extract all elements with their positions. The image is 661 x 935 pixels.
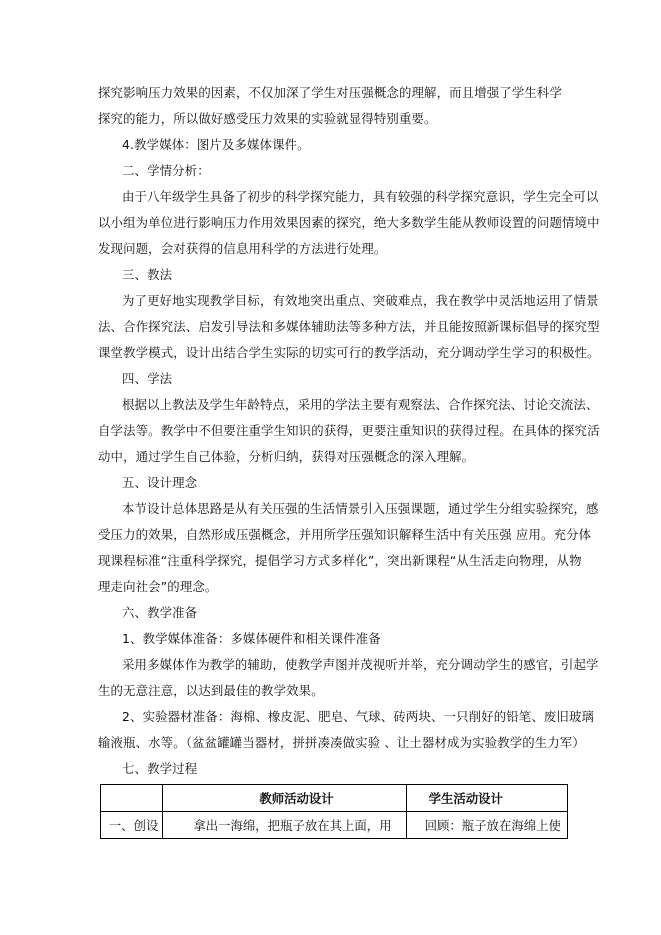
section-heading: 七、教学过程: [122, 761, 198, 776]
paragraph-line: 2、实验器材准备：海棉、橡皮泥、肥皂、气球、砖两块、一只削好的铅笔、废旧玻璃: [122, 709, 595, 724]
section-heading: 四、学法: [122, 371, 173, 386]
paragraph-line: 以小组为单位进行影响压力作用效果因素的探究，绝大多数学生能从教师设置的问题情境中: [98, 215, 600, 230]
paragraph-line: 自学法等。教学中不但要注重学生知识的获得，更要注重知识的获得过程。在具体的探究活: [98, 423, 600, 438]
paragraph-line: 根据以上教法及学生年龄特点，采用的学法主要有观察法、合作探究法、讨论交流法、: [122, 397, 599, 412]
table-cell: 回顾：瓶子放在海绵上使: [406, 812, 567, 839]
paragraph-line: 探究影响压力效果的因素，不仅加深了学生对压强概念的理解，而且增强了学生科学: [98, 85, 563, 100]
table-header-cell: [101, 785, 163, 812]
paragraph-line: 受压力的效果，自然形成压强概念，并用所学压强知识解释生活中有关压强 应用。充分体: [98, 527, 592, 542]
paragraph-line: 动中，通过学生自己体验，分析归纳，获得对压强概念的深入理解。: [98, 449, 475, 464]
paragraph-line: 法、合作探究法、启发引导法和多媒体辅助法等多种方法，并且能按照新课标倡导的探究型: [98, 319, 600, 334]
section-heading: 六、教学准备: [122, 605, 198, 620]
section-heading: 五、设计理念: [122, 475, 198, 490]
paragraph-line: 1、教学媒体准备：多媒体硬件和相关课件准备: [122, 631, 381, 646]
paragraph-line: 理走向社会”的理念。: [98, 579, 218, 594]
paragraph-line: 现课程标准“注重科学探究，提倡学习方式多样化”，突出新课程“从生活走向物理，从物: [98, 553, 582, 568]
paragraph-line: 由于八年级学生具备了初步的科学探究能力，具有较强的科学探究意识，学生完全可以: [122, 189, 599, 204]
table-cell: 一、创设: [101, 812, 163, 839]
paragraph-line: 课堂教学模式，设计出结合学生实际的切实可行的教学活动，充分调动学生学习的积极性。: [98, 345, 600, 360]
paragraph-line: 发现问题，会对获得的信息用科学的方法进行处理。: [98, 241, 387, 256]
section-heading: 三、教法: [122, 267, 173, 282]
paragraph-line: 探究的能力，所以做好感受压力效果的实验就显得特别重要。: [98, 111, 437, 126]
paragraph-line: 采用多媒体作为教学的辅助，使教学声图并茂视听并举，充分调动学生的感官，引起学: [122, 657, 599, 672]
table-header-cell: 学生活动设计: [406, 785, 567, 812]
table-row: [101, 812, 568, 839]
paragraph-line: 为了更好地实现教学目标，有效地突出重点、突破难点，我在教学中灵活地运用了情景: [122, 293, 599, 308]
table-header-cell: 教师活动设计: [163, 785, 406, 812]
teaching-process-table: [100, 784, 568, 839]
table-cell: 拿出一海绵，把瓶子放在其上面，用: [163, 812, 406, 839]
paragraph-line: 4.教学媒体：图片及多媒体课件。: [122, 137, 310, 152]
section-heading: 二、学情分析：: [122, 163, 210, 178]
paragraph-line: 生的无意注意，以达到最佳的教学效果。: [98, 683, 324, 698]
table-header-row: [101, 785, 568, 812]
paragraph-line: 输液瓶、水等。（盆盆罐罐当器材，拼拼凑凑做实验 、让土器材成为实验教学的生力军）: [98, 735, 585, 750]
paragraph-line: 本节设计总体思路是从有关压强的生活情景引入压强课题，通过学生分组实验探究，感: [122, 501, 599, 516]
